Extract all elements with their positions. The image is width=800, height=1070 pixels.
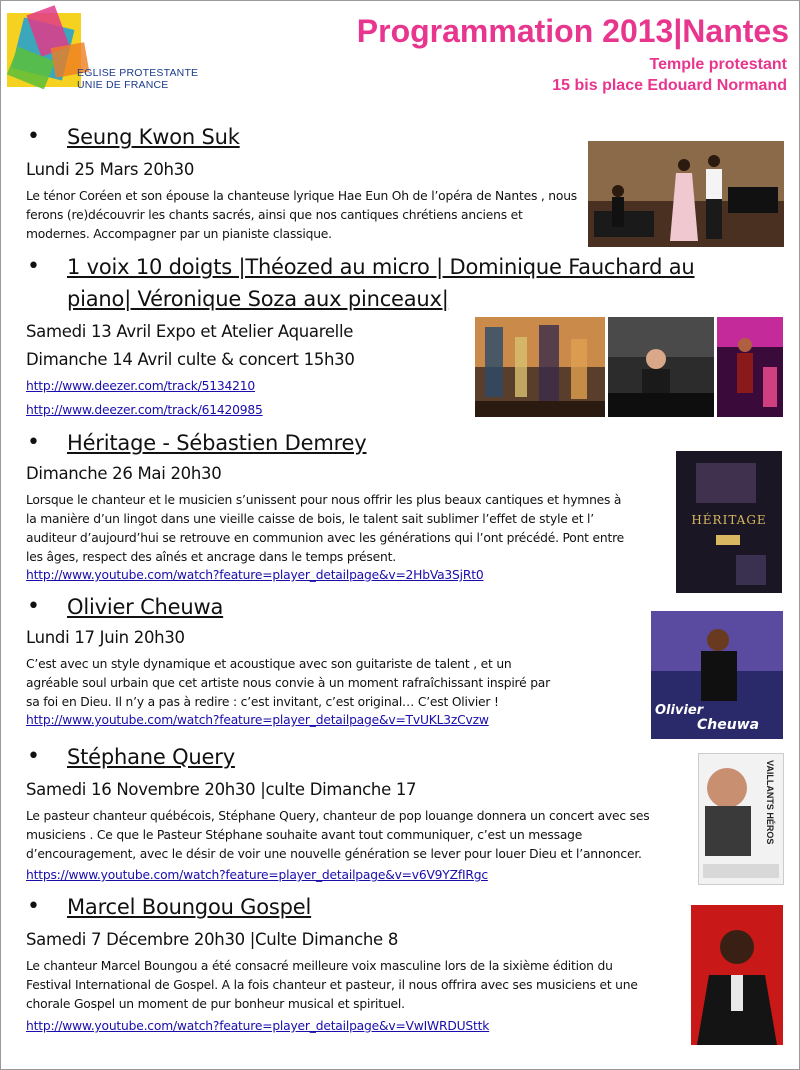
event-date-expo: Samedi 13 Avril Expo et Atelier Aquarelle	[26, 322, 354, 341]
event-description: Le pasteur chanteur québécois, Stéphane Query, chanteur de pop louange donnera un concert avec ses musiciens . Ce que le Pasteur Stéphane souhaite avant tout communiquer, c’est un message d’encouragement, avec le désir de voir une nouvelle génération se lever pour louer Dieu et l’annoncer.	[26, 809, 650, 861]
event-date: Samedi 7 Décembre 20h30 |Culte Dimanche 8	[26, 930, 399, 949]
logo-text-line2: UNIE DE FRANCE	[77, 79, 169, 91]
event-date: Dimanche 26 Mai 20h30	[26, 464, 222, 483]
bullet: •	[27, 894, 40, 919]
poster-name-line2: Cheuwa	[697, 717, 760, 733]
deezer-link-1[interactable]: http://www.deezer.com/track/5134210	[26, 379, 256, 393]
marcel-boungou-photo	[691, 905, 783, 1045]
poster-name-line1: Olivier	[655, 703, 704, 718]
pianist-photo	[608, 317, 714, 417]
album-cover-title: VAILLANTS HÉROS	[765, 760, 775, 845]
event-date: Samedi 16 Novembre 20h30 |culte Dimanche 17	[26, 780, 417, 799]
youtube-link[interactable]: http://www.youtube.com/watch?feature=player_detailpage&v=VwIWRDUSttk	[26, 1019, 490, 1033]
youtube-link[interactable]: http://www.youtube.com/watch?feature=player_detailpage&v=2HbVa3SjRt0	[26, 568, 484, 582]
heritage-cover-title: HÉRITAGE	[691, 513, 767, 527]
church-logo	[7, 9, 207, 93]
venue-name: Temple protestant	[649, 56, 787, 73]
event-date: Lundi 17 Juin 20h30	[26, 628, 185, 647]
vaillants-heros-album-cover	[698, 753, 784, 885]
venue-address: 15 bis place Edouard Normand	[552, 77, 787, 94]
event-title: Olivier Cheuwa	[67, 595, 224, 619]
event-description: Lorsque le chanteur et le musicien s’unissent pour nous offrir les plus beaux cantiques et hymnes à la manière d’un lingot dans une vieille caisse de bois, le talent sait sublimer l’effet de style et l’ auditeur d’aujourd’hui se retrouve en communion avec les générations qui l’ont précédé. Pont entre les âges, respect des aînés et ancrage dans le temps présent.	[26, 493, 625, 564]
singer-photo	[717, 317, 783, 417]
event-title: Héritage - Sébastien Demrey	[67, 431, 367, 455]
deezer-link-2[interactable]: http://www.deezer.com/track/61420985	[26, 403, 263, 417]
bullet: •	[27, 594, 40, 619]
event-description: Le chanteur Marcel Boungou a été consacré meilleure voix masculine lors de la sixième édition du Festival International de Gospel. A la fois chanteur et pasteur, il nous offrira avec ses musiciens et une chorale Gospel un moment de pur bonheur musical et spirituel.	[26, 959, 638, 1011]
event-date: Lundi 25 Mars 20h30	[26, 160, 195, 179]
event-description: C’est avec un style dynamique et acoustique avec son guitariste de talent , et un agréable soul urbain que cet artiste nous convie à un moment rafraîchissant inspiré par sa foi en Dieu. Il n’y a pas à redire : c’est invitant, c’est original… C’est Olivier !	[26, 657, 550, 709]
event-date-concert: Dimanche 14 Avril culte & concert 15h30	[26, 350, 355, 369]
olivier-cheuwa-poster	[651, 611, 783, 739]
bullet: •	[27, 744, 40, 769]
page-title: Programmation 2013|Nantes	[356, 13, 789, 49]
bullet: •	[27, 124, 40, 149]
heritage-album-cover	[676, 451, 782, 593]
logo-text-line1: EGLISE PROTESTANTE	[77, 67, 199, 79]
event-title: Seung Kwon Suk	[67, 125, 240, 149]
youtube-link[interactable]: https://www.youtube.com/watch?feature=player_detailpage&v=v6V9YZfIRgc	[26, 868, 488, 882]
event-description: Le ténor Coréen et son épouse la chanteuse lyrique Hae Eun Oh de l’opéra de Nantes , nous ferons (re)découvrir les chants sacrés, ainsi que nos cantiques chrétiens anciens et modernes. Accompagner par un pianiste classique.	[26, 189, 577, 241]
event-title-line2: piano| Véronique Soza aux pinceaux|	[67, 287, 449, 311]
bullet: •	[27, 430, 40, 455]
concert-photo	[588, 141, 784, 247]
bullet: •	[27, 254, 40, 279]
watercolor-painting	[475, 317, 605, 417]
event-title: Stéphane Query	[67, 745, 235, 769]
youtube-link[interactable]: http://www.youtube.com/watch?feature=player_detailpage&v=TvUKL3zCvzw	[26, 713, 489, 727]
event-title: Marcel Boungou Gospel	[67, 895, 312, 919]
event-title-line1: 1 voix 10 doigts |Théozed au micro | Dominique Fauchard au	[67, 255, 695, 279]
